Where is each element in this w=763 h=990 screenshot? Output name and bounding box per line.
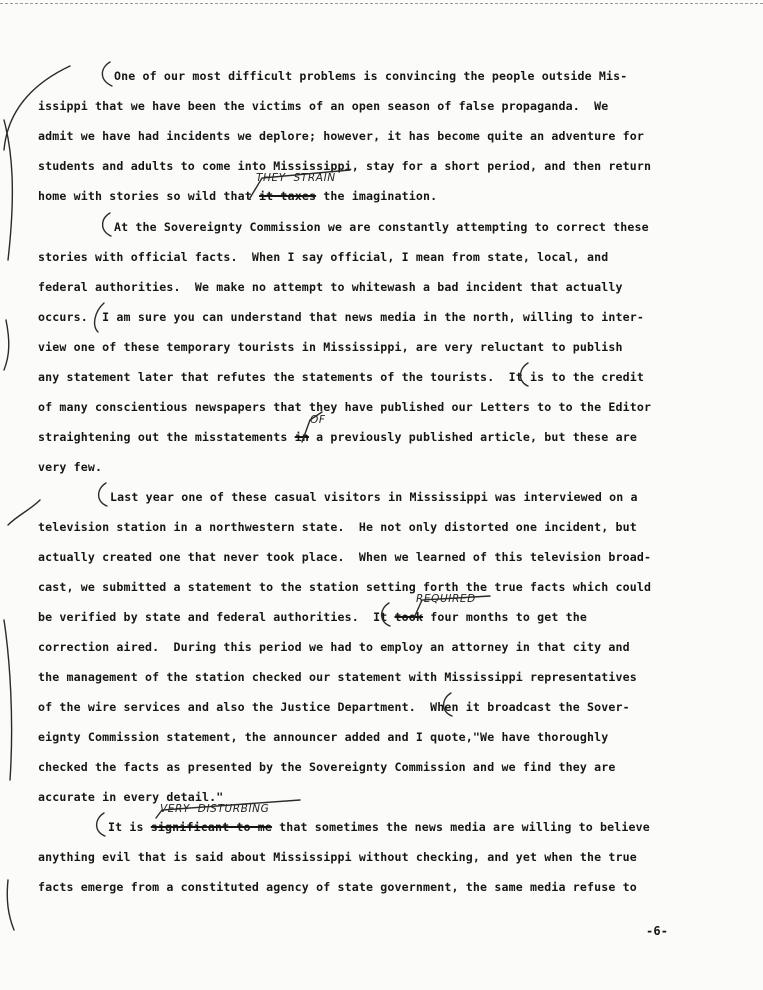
paragraph-mark: [382, 603, 390, 626]
paragraph-mark: [95, 303, 104, 332]
margin-mark: [7, 880, 14, 930]
text-segment: straightening out the misstatements: [38, 430, 288, 444]
text-segment: It is: [108, 820, 144, 834]
text-line: stories with official facts. When I say official, I mean from state, local, and: [38, 250, 609, 264]
text-line: occurs. I am sure you can understand that news media in the north, willing to inter-: [38, 310, 645, 324]
text-line: anything evil that is said about Mississippi without checking, and yet when the true: [38, 850, 637, 864]
paragraph-mark: [102, 62, 112, 86]
text-line: correction aired. During this period we had to employ an attorney in that city and: [38, 640, 630, 654]
text-line: One of our most difficult problems is convincing the people outside Mis-: [114, 69, 628, 83]
text-line: issippi that we have been the victims of an open season of false propaganda. We: [38, 99, 609, 113]
text-line: of the wire services and also the Justice Department. When it broadcast the Sover-: [38, 700, 630, 714]
text-line: accurate in every detail.": [38, 790, 224, 804]
text-segment: a previously published article, but these are: [316, 430, 637, 444]
paragraph-mark: [444, 693, 452, 716]
handwritten-insertion: THEY STRAIN: [256, 172, 336, 184]
text-line: admit we have had incidents we deplore; however, it has become quite an adventure for: [38, 129, 645, 143]
insertion-caret: [250, 170, 350, 198]
paragraph-mark: [97, 813, 105, 836]
text-line: the management of the station checked our statement with Mississippi representatives: [38, 670, 637, 684]
margin-mark: [8, 500, 40, 525]
text-line: students and adults to come into Mississippi, stay for a short period, and then return: [38, 159, 652, 173]
text-line: At the Sovereignty Commission we are constantly attempting to correct these: [114, 220, 649, 234]
struck-text: it taxes: [259, 189, 317, 203]
margin-mark: [4, 66, 70, 150]
insertion-caret: [414, 596, 490, 618]
paragraph-mark: [99, 483, 107, 506]
text-segment: that sometimes the news media are willing to believe: [279, 820, 650, 834]
text-line: of many conscientious newspapers that they have published our Letters to to the Editor: [38, 400, 652, 414]
text-line: eignty Commission statement, the announcer added and I quote,"We have thoroughly: [38, 730, 609, 744]
margin-mark: [4, 620, 12, 780]
text-segment: be verified by state and federal authorities. It: [38, 610, 388, 624]
text-line: Last year one of these casual visitors in Mississippi was interviewed on a: [110, 490, 638, 504]
insertion-caret: [156, 800, 300, 818]
handwritten-insertion: REQUIRED: [416, 593, 476, 605]
text-line: federal authorities. We make no attempt to whitewash a bad incident that actually: [38, 280, 623, 294]
text-line: television station in a northwestern state. He not only distorted one incident, but: [38, 520, 637, 534]
insertion-caret: [302, 412, 322, 442]
margin-mark: [4, 320, 9, 370]
text-line: checked the facts as presented by the Sovereignty Commission and we find they are: [38, 760, 616, 774]
handwritten-insertion: OF: [310, 414, 326, 426]
text-line: view one of these temporary tourists in Mississippi, are very reluctant to publish: [38, 340, 623, 354]
struck-text: significant to me: [150, 820, 273, 834]
page-number: -6-: [646, 924, 669, 938]
struck-text: took: [394, 610, 424, 624]
text-line: cast, we submitted a statement to the station setting forth the true facts which could: [38, 580, 652, 594]
paragraph-mark: [103, 213, 111, 236]
text-line: very few.: [38, 460, 103, 474]
text-line: any statement later that refutes the statements of the tourists. It is to the credit: [38, 370, 645, 384]
paragraph-mark: [521, 363, 529, 386]
struck-text: in: [294, 430, 309, 444]
text-segment: home with stories so wild that: [38, 189, 252, 203]
handwritten-insertion: VERY DISTURBING: [160, 803, 270, 815]
text-line: facts emerge from a constituted agency of state government, the same media refuse to: [38, 880, 637, 894]
text-segment: four months to get the: [430, 610, 588, 624]
text-line: actually created one that never took place. When we learned of this television broad-: [38, 550, 652, 564]
text-segment: the imagination.: [323, 189, 438, 203]
